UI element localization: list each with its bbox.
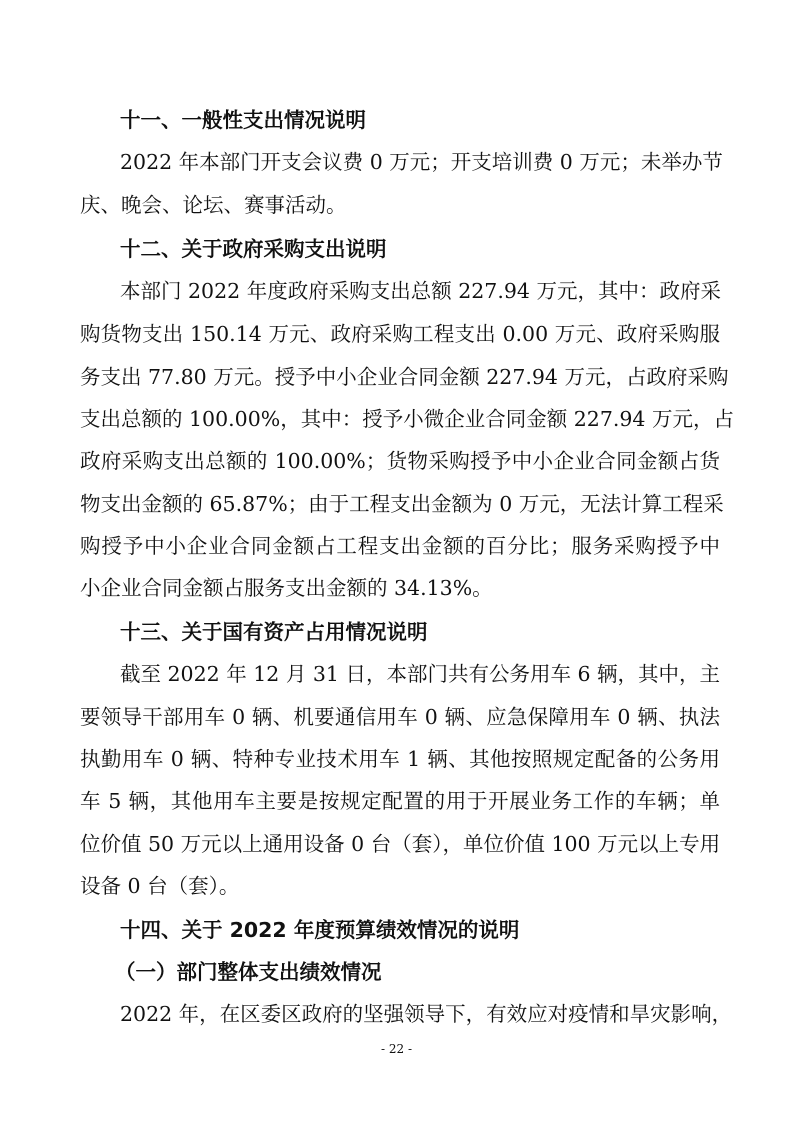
section-12-line-7: 购授予中小企业合同金额占工程支出金额的百分比；服务采购授予中 <box>80 534 720 558</box>
section-14-subheading: （一）部门整体支出绩效情况 <box>115 960 382 984</box>
section-12-line-2: 购货物支出 150.14 万元、政府采购工程支出 0.00 万元、政府采购服 <box>80 322 720 346</box>
section-13-line-3: 执勤用车 0 辆、特种专业技术用车 1 辆、其他按照规定配备的公务用 <box>80 747 720 771</box>
section-14-heading: 十四、关于 2022 年度预算绩效情况的说明 <box>120 918 520 942</box>
section-13-line-6: 设备 0 台（套）。 <box>80 874 240 898</box>
section-12-heading: 十二、关于政府采购支出说明 <box>120 237 387 261</box>
section-12-line-3: 务支出 77.80 万元。授予中小企业合同金额 227.94 万元，占政府采购 <box>80 365 729 389</box>
section-13-heading: 十三、关于国有资产占用情况说明 <box>120 620 428 644</box>
page-number: - 22 - <box>380 1042 412 1056</box>
section-13-line-5: 位价值 50 万元以上通用设备 0 台（套），单位价值 100 万元以上专用 <box>80 832 721 856</box>
section-12-line-4: 支出总额的 100.00%，其中：授予小微企业合同金额 227.94 万元，占 <box>80 407 734 431</box>
section-13-line-4: 车 5 辆，其他用车主要是按规定配置的用于开展业务工作的车辆；单 <box>80 789 720 813</box>
section-11-heading: 十一、一般性支出情况说明 <box>120 108 366 132</box>
section-12-line-5: 政府采购支出总额的 100.00%；货物采购授予中小企业合同金额占货 <box>80 449 720 473</box>
section-11-line-2: 庆、晚会、论坛、赛事活动。 <box>80 193 347 217</box>
section-13-line-1: 截至 2022 年 12 月 31 日，本部门共有公务用车 6 辆，其中，主 <box>120 662 721 686</box>
section-11-line-1: 2022 年本部门开支会议费 0 万元；开支培训费 0 万元；未举办节 <box>120 150 723 174</box>
section-13-line-2: 要领导干部用车 0 辆、机要通信用车 0 辆、应急保障用车 0 辆、执法 <box>80 705 720 729</box>
section-12-line-6: 物支出金额的 65.87%；由于工程支出金额为 0 万元，无法计算工程采 <box>80 492 724 516</box>
section-14-line-1: 2022 年，在区委区政府的坚强领导下，有效应对疫情和旱灾影响， <box>120 1002 733 1026</box>
section-12-line-8: 小企业合同金额占服务支出金额的 34.13%。 <box>80 576 493 600</box>
section-12-line-1: 本部门 2022 年度政府采购支出总额 227.94 万元，其中：政府采 <box>120 279 721 303</box>
